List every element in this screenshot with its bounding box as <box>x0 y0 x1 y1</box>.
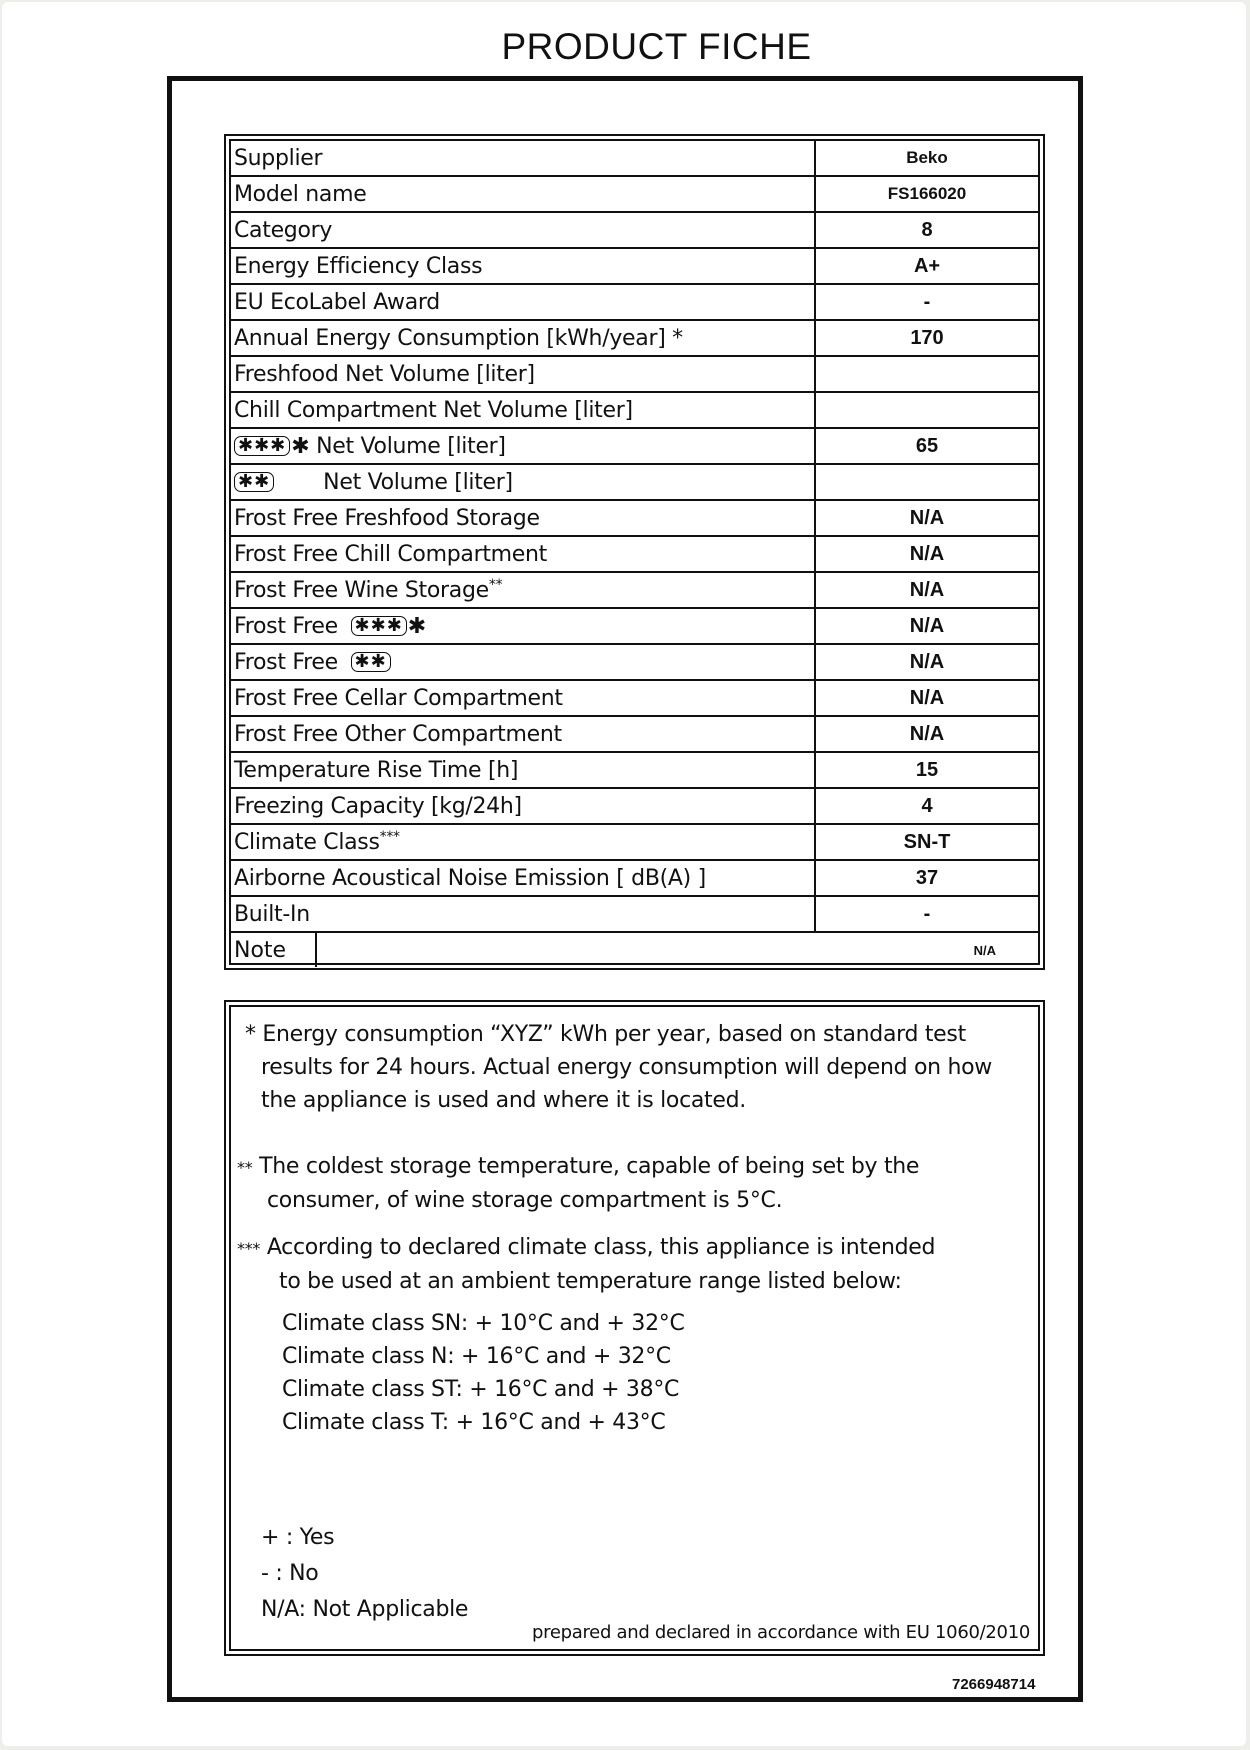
row-value: 170 <box>815 320 1038 356</box>
row-label-text: ✱ <box>407 613 426 639</box>
row-label <box>231 824 815 860</box>
table-row <box>231 572 1038 608</box>
row-label <box>231 860 815 896</box>
row-label <box>231 464 815 500</box>
footnote-text: Energy consumption “XYZ” kWh per year, based on standard test <box>262 1022 966 1047</box>
table-row <box>231 500 1038 536</box>
footnote-energy <box>245 1018 992 1117</box>
row-label <box>231 716 815 752</box>
footnote-text: According to declared climate class, this appliance is intended <box>266 1235 936 1260</box>
table-row <box>231 320 1038 356</box>
document-code: 7266948714 <box>952 1676 1036 1693</box>
row-value: 65 <box>815 428 1038 464</box>
row-label <box>231 644 815 680</box>
table-row <box>231 536 1038 572</box>
footnote-ref: ** <box>488 577 503 593</box>
table-row <box>231 752 1038 788</box>
row-label <box>231 896 815 932</box>
row-label-text: Frost Free Freshfood Storage <box>234 505 540 531</box>
row-label <box>231 572 815 608</box>
note-value: N/A <box>973 942 996 958</box>
row-label <box>231 788 815 824</box>
regulation-statement: prepared and declared in accordance with EU 1060/2010 <box>532 1622 1030 1643</box>
row-value: 37 <box>815 860 1038 896</box>
row-label-text: Supplier <box>234 145 323 171</box>
row-value <box>815 464 1038 500</box>
footnote-text: results for 24 hours. Actual energy consumption will depend on how <box>261 1055 992 1080</box>
row-label-text: Category <box>234 217 333 243</box>
footnote-climate <box>237 1231 935 1298</box>
footnote-marker: *** <box>237 1239 261 1258</box>
row-label <box>231 392 815 428</box>
row-label <box>231 284 815 320</box>
row-label-text: Climate Class <box>234 830 380 855</box>
table-row <box>231 176 1038 212</box>
row-label <box>231 500 815 536</box>
row-label-text: Net Volume [liter] <box>323 469 513 495</box>
footnote-ref: *** <box>379 829 400 845</box>
climate-item: Climate class T: + 16°C and + 43°C <box>282 1410 666 1435</box>
row-value: - <box>815 284 1038 320</box>
row-value: N/A <box>815 716 1038 752</box>
page-title: PRODUCT FICHE <box>501 26 812 67</box>
table-row <box>231 608 1038 644</box>
row-label <box>231 141 815 176</box>
freezer-star-icon: ✱✱✱ <box>351 616 407 636</box>
row-label <box>231 176 815 212</box>
table-row <box>231 644 1038 680</box>
table-row <box>231 860 1038 896</box>
row-label-text: Frost Free <box>234 649 345 675</box>
row-label-text: Chill Compartment Net Volume [liter] <box>234 397 633 423</box>
row-label <box>231 356 815 392</box>
row-value <box>815 356 1038 392</box>
row-value: Beko <box>815 141 1038 176</box>
fiche-table <box>231 141 1038 967</box>
row-label-text: Model name <box>234 181 367 207</box>
table-row <box>231 716 1038 752</box>
row-label-text: Frost Free <box>234 613 345 639</box>
row-label-text: Freshfood Net Volume [liter] <box>234 361 535 387</box>
climate-item: Climate class ST: + 16°C and + 38°C <box>282 1377 680 1402</box>
row-value: - <box>815 896 1038 932</box>
footnote-text: to be used at an ambient temperature range listed below: <box>279 1269 902 1294</box>
table-row <box>231 141 1038 176</box>
notes-box <box>229 1005 1040 1651</box>
climate-item: Climate class SN: + 10°C and + 32°C <box>282 1311 685 1336</box>
footnote-marker: ** <box>237 1158 253 1177</box>
climate-list <box>282 1307 685 1439</box>
row-value: SN-T <box>815 824 1038 860</box>
row-label-text: Temperature Rise Time [h] <box>234 757 519 783</box>
table-row <box>231 284 1038 320</box>
row-label-text: Freezing Capacity [kg/24h] <box>234 793 522 819</box>
row-value: N/A <box>815 680 1038 716</box>
footnote-text: the appliance is used and where it is located. <box>261 1088 746 1113</box>
row-value: N/A <box>815 644 1038 680</box>
note-row <box>231 932 1038 967</box>
row-value: N/A <box>815 608 1038 644</box>
table-row <box>231 212 1038 248</box>
notes-frame <box>224 1000 1045 1656</box>
row-label <box>231 320 815 356</box>
row-value: FS166020 <box>815 176 1038 212</box>
row-label-text: Airborne Acoustical Noise Emission [ dB(A) ] <box>234 865 706 891</box>
footnote-text: The coldest storage temperature, capable of being set by the <box>259 1154 920 1179</box>
table-row <box>231 464 1038 500</box>
row-label <box>231 428 815 464</box>
row-label-text: Frost Free Wine Storage <box>234 578 489 603</box>
legend-item: N/A: Not Applicable <box>261 1597 469 1622</box>
table-row <box>231 428 1038 464</box>
footnote-marker: * <box>245 1022 256 1047</box>
row-label <box>231 752 815 788</box>
row-label-text: Energy Efficiency Class <box>234 253 483 279</box>
freezer-star-icon: ✱✱ <box>351 652 391 672</box>
row-value <box>815 392 1038 428</box>
climate-item: Climate class N: + 16°C and + 32°C <box>282 1344 671 1369</box>
legend-item: + : Yes <box>261 1525 335 1550</box>
note-label: Note <box>231 933 317 967</box>
row-label-text: ✱ Net Volume [liter] <box>291 433 506 459</box>
row-label-text: Frost Free Chill Compartment <box>234 541 547 567</box>
freezer-star-icon: ✱✱✱ <box>234 436 290 456</box>
footnote-text: consumer, of wine storage compartment is 5°C. <box>267 1188 783 1213</box>
table-row <box>231 824 1038 860</box>
table-row <box>231 896 1038 932</box>
row-label-text: EU EcoLabel Award <box>234 289 440 315</box>
row-label <box>231 680 815 716</box>
footnote-wine <box>237 1150 919 1217</box>
row-value: N/A <box>815 500 1038 536</box>
legend <box>261 1520 468 1628</box>
row-value: 8 <box>815 212 1038 248</box>
row-label <box>231 248 815 284</box>
row-label-text: Built-In <box>234 901 310 927</box>
table-row <box>231 356 1038 392</box>
row-label-text: Annual Energy Consumption [kWh/year] * <box>234 325 683 351</box>
row-value: A+ <box>815 248 1038 284</box>
fiche-table-frame <box>224 134 1045 970</box>
row-value: N/A <box>815 536 1038 572</box>
table-row <box>231 248 1038 284</box>
table-row <box>231 392 1038 428</box>
table-row <box>231 680 1038 716</box>
row-value: 15 <box>815 752 1038 788</box>
table-row <box>231 788 1038 824</box>
row-label <box>231 212 815 248</box>
legend-item: - : No <box>261 1561 319 1586</box>
row-value: 4 <box>815 788 1038 824</box>
row-label <box>231 608 815 644</box>
row-label <box>231 536 815 572</box>
row-value: N/A <box>815 572 1038 608</box>
freezer-star-icon: ✱✱ <box>234 472 274 492</box>
row-label-text: Frost Free Cellar Compartment <box>234 685 563 711</box>
row-label-text: Frost Free Other Compartment <box>234 721 562 747</box>
